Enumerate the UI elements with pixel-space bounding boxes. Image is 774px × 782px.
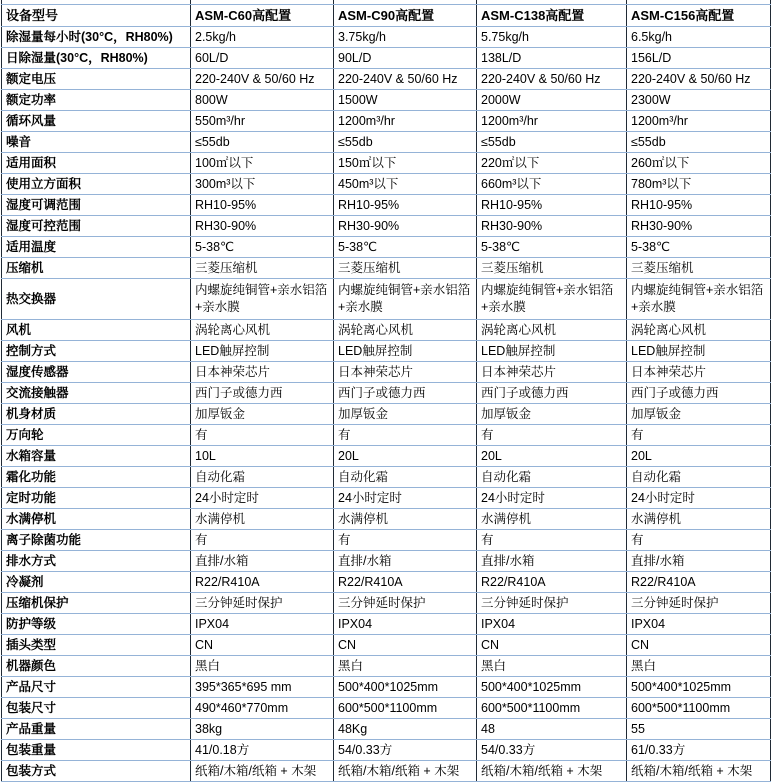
value-cell: 有: [191, 530, 334, 551]
value-cell: 水满停机: [477, 509, 627, 530]
value-cell: IPX04: [627, 614, 771, 635]
value-cell: RH10-95%: [191, 195, 334, 216]
row-label-cell: 压缩机保护: [2, 593, 191, 614]
value-cell: 800W: [191, 90, 334, 111]
table-row: [2, 719, 771, 740]
value-cell: 直排/水箱: [191, 551, 334, 572]
value-cell: 黑白: [191, 656, 334, 677]
value-cell: 有: [477, 425, 627, 446]
table-row: [2, 90, 771, 111]
value-cell: 395*365*695 mm: [191, 677, 334, 698]
value-cell: RH30-90%: [191, 216, 334, 237]
value-cell: RH30-90%: [334, 216, 477, 237]
row-label-cell: 离子除菌功能: [2, 530, 191, 551]
table-row: [2, 740, 771, 761]
value-cell: 61/0.33方: [627, 740, 771, 761]
row-label-cell: 水满停机: [2, 509, 191, 530]
value-cell: 有: [627, 425, 771, 446]
row-label-cell: 机身材质: [2, 404, 191, 425]
value-cell: 三菱压缩机: [191, 258, 334, 279]
value-cell: 5-38℃: [627, 237, 771, 258]
row-label-cell: 适用面积: [2, 153, 191, 174]
value-cell: 三菱压缩机: [477, 258, 627, 279]
header-device-model: 设备型号: [2, 5, 191, 27]
value-cell: 3.75kg/h: [334, 27, 477, 48]
table-row: [2, 341, 771, 362]
value-cell: 加厚钣金: [334, 404, 477, 425]
value-cell: 涡轮离心风机: [191, 320, 334, 341]
table-row: [2, 174, 771, 195]
value-cell: 24小时定时: [191, 488, 334, 509]
value-cell: LED触屏控制: [191, 341, 334, 362]
row-label-cell: 日除湿量(30°C，RH80%): [2, 48, 191, 69]
value-cell: 自动化霜: [191, 467, 334, 488]
table-row: [2, 656, 771, 677]
value-cell: 41/0.18方: [191, 740, 334, 761]
value-cell: 黑白: [627, 656, 771, 677]
table-row: [2, 69, 771, 90]
row-label-cell: 霜化功能: [2, 467, 191, 488]
value-cell: 48Kg: [334, 719, 477, 740]
value-cell: 20L: [627, 446, 771, 467]
table-row: [2, 383, 771, 404]
table-row: [2, 614, 771, 635]
value-cell: 5-38℃: [334, 237, 477, 258]
value-cell: R22/R410A: [627, 572, 771, 593]
value-cell: 220-240V & 50/60 Hz: [334, 69, 477, 90]
value-cell: 220-240V & 50/60 Hz: [191, 69, 334, 90]
table-row: [2, 27, 771, 48]
column-header: ASM-C60高配置: [191, 5, 334, 27]
row-label-cell: 包装尺寸: [2, 698, 191, 719]
header-row: [2, 5, 771, 27]
value-cell: 600*500*1100mm: [334, 698, 477, 719]
value-cell: 加厚钣金: [191, 404, 334, 425]
value-cell: 日本神荣芯片: [627, 362, 771, 383]
table-row: [2, 635, 771, 656]
value-cell: 直排/水箱: [627, 551, 771, 572]
value-cell: 138L/D: [477, 48, 627, 69]
value-cell: 48: [477, 719, 627, 740]
row-label-cell: 使用立方面积: [2, 174, 191, 195]
value-cell: RH10-95%: [477, 195, 627, 216]
table-row: [2, 467, 771, 488]
table-row: [2, 216, 771, 237]
row-label-cell: 冷凝剂: [2, 572, 191, 593]
row-label-cell: 产品重量: [2, 719, 191, 740]
row-label-cell: 湿度传感器: [2, 362, 191, 383]
table-row: [2, 698, 771, 719]
value-cell: ≤55db: [191, 132, 334, 153]
value-cell: 54/0.33方: [477, 740, 627, 761]
row-label-cell: 控制方式: [2, 341, 191, 362]
value-cell: 有: [191, 425, 334, 446]
value-cell: 150㎡以下: [334, 153, 477, 174]
row-label-cell: 包装重量: [2, 740, 191, 761]
value-cell: 20L: [334, 446, 477, 467]
value-cell: 日本神荣芯片: [477, 362, 627, 383]
value-cell: 黑白: [477, 656, 627, 677]
row-label-cell: 热交换器: [2, 279, 191, 320]
row-label-cell: 水箱容量: [2, 446, 191, 467]
value-cell: 直排/水箱: [477, 551, 627, 572]
value-cell: 自动化霜: [334, 467, 477, 488]
value-cell: 自动化霜: [477, 467, 627, 488]
value-cell: 500*400*1025mm: [334, 677, 477, 698]
table-row: [2, 237, 771, 258]
table-row: [2, 761, 771, 782]
table-row: [2, 320, 771, 341]
value-cell: IPX04: [477, 614, 627, 635]
value-cell: 260㎡以下: [627, 153, 771, 174]
value-cell: ≤55db: [627, 132, 771, 153]
table-row: [2, 551, 771, 572]
row-label-cell: 交流接触器: [2, 383, 191, 404]
value-cell: 2000W: [477, 90, 627, 111]
value-cell: CN: [334, 635, 477, 656]
value-cell: 24小时定时: [627, 488, 771, 509]
table-row: [2, 111, 771, 132]
value-cell: 1200m³/hr: [334, 111, 477, 132]
table-row: [2, 677, 771, 698]
row-label-cell: 额定电压: [2, 69, 191, 90]
value-cell: 220-240V & 50/60 Hz: [627, 69, 771, 90]
value-cell: 三菱压缩机: [627, 258, 771, 279]
value-cell: 三菱压缩机: [334, 258, 477, 279]
value-cell: 直排/水箱: [334, 551, 477, 572]
value-cell: 内螺旋纯铜管+亲水铝箔+亲水膜: [191, 279, 334, 320]
row-label-cell: 风机: [2, 320, 191, 341]
row-label-cell: 机器颜色: [2, 656, 191, 677]
row-label-cell: 额定功率: [2, 90, 191, 111]
value-cell: 10L: [191, 446, 334, 467]
value-cell: 纸箱/木箱/纸箱 + 木架: [334, 761, 477, 782]
value-cell: 660m³以下: [477, 174, 627, 195]
row-label-cell: 插头类型: [2, 635, 191, 656]
value-cell: 日本神荣芯片: [334, 362, 477, 383]
value-cell: 500*400*1025mm: [627, 677, 771, 698]
column-header: ASM-C90高配置: [334, 5, 477, 27]
row-label-cell: 湿度可控范围: [2, 216, 191, 237]
value-cell: 490*460*770mm: [191, 698, 334, 719]
value-cell: 6.5kg/h: [627, 27, 771, 48]
value-cell: 24小时定时: [334, 488, 477, 509]
value-cell: LED触屏控制: [477, 341, 627, 362]
value-cell: R22/R410A: [334, 572, 477, 593]
value-cell: 水满停机: [191, 509, 334, 530]
value-cell: ≤55db: [477, 132, 627, 153]
row-label-cell: 产品尺寸: [2, 677, 191, 698]
value-cell: 2300W: [627, 90, 771, 111]
row-label-cell: 压缩机: [2, 258, 191, 279]
table-row: [2, 509, 771, 530]
value-cell: CN: [191, 635, 334, 656]
value-cell: RH10-95%: [334, 195, 477, 216]
value-cell: 有: [477, 530, 627, 551]
spec-table: [1, 0, 771, 782]
value-cell: 加厚钣金: [627, 404, 771, 425]
value-cell: RH30-90%: [627, 216, 771, 237]
value-cell: 西门子或德力西: [334, 383, 477, 404]
value-cell: IPX04: [191, 614, 334, 635]
value-cell: 2.5kg/h: [191, 27, 334, 48]
value-cell: 60L/D: [191, 48, 334, 69]
value-cell: 涡轮离心风机: [627, 320, 771, 341]
column-header: ASM-C156高配置: [627, 5, 771, 27]
value-cell: 西门子或德力西: [191, 383, 334, 404]
table-row: [2, 195, 771, 216]
value-cell: LED触屏控制: [334, 341, 477, 362]
row-label-cell: 除湿量每小时(30°C，RH80%): [2, 27, 191, 48]
row-label-cell: 包装方式: [2, 761, 191, 782]
value-cell: RH30-90%: [477, 216, 627, 237]
value-cell: 纸箱/木箱/纸箱 + 木架: [191, 761, 334, 782]
value-cell: 780m³以下: [627, 174, 771, 195]
value-cell: 涡轮离心风机: [334, 320, 477, 341]
value-cell: 220㎡以下: [477, 153, 627, 174]
column-header: ASM-C138高配置: [477, 5, 627, 27]
value-cell: 有: [334, 425, 477, 446]
value-cell: 1200m³/hr: [477, 111, 627, 132]
row-label-cell: 万向轮: [2, 425, 191, 446]
row-label-cell: 适用温度: [2, 237, 191, 258]
value-cell: 1500W: [334, 90, 477, 111]
value-cell: 156L/D: [627, 48, 771, 69]
value-cell: R22/R410A: [191, 572, 334, 593]
value-cell: 38kg: [191, 719, 334, 740]
value-cell: 黑白: [334, 656, 477, 677]
row-label-cell: 湿度可调范围: [2, 195, 191, 216]
value-cell: LED触屏控制: [627, 341, 771, 362]
row-label-cell: 防护等级: [2, 614, 191, 635]
value-cell: 5-38℃: [191, 237, 334, 258]
value-cell: 55: [627, 719, 771, 740]
table-row: [2, 153, 771, 174]
value-cell: 5.75kg/h: [477, 27, 627, 48]
table-row: [2, 572, 771, 593]
table-row: [2, 48, 771, 69]
table-row: [2, 530, 771, 551]
value-cell: 有: [627, 530, 771, 551]
value-cell: RH10-95%: [627, 195, 771, 216]
table-row: [2, 279, 771, 320]
value-cell: 300m³以下: [191, 174, 334, 195]
value-cell: CN: [477, 635, 627, 656]
value-cell: 54/0.33方: [334, 740, 477, 761]
row-label-cell: 噪音: [2, 132, 191, 153]
value-cell: 1200m³/hr: [627, 111, 771, 132]
table-row: [2, 446, 771, 467]
value-cell: 加厚钣金: [477, 404, 627, 425]
table-row: [2, 593, 771, 614]
value-cell: 水满停机: [334, 509, 477, 530]
value-cell: 日本神荣芯片: [191, 362, 334, 383]
value-cell: 内螺旋纯铜管+亲水铝箔+亲水膜: [334, 279, 477, 320]
value-cell: 500*400*1025mm: [477, 677, 627, 698]
value-cell: 24小时定时: [477, 488, 627, 509]
value-cell: 600*500*1100mm: [627, 698, 771, 719]
value-cell: R22/R410A: [477, 572, 627, 593]
value-cell: 三分钟延时保护: [191, 593, 334, 614]
value-cell: 三分钟延时保护: [477, 593, 627, 614]
value-cell: 5-38℃: [477, 237, 627, 258]
value-cell: 涡轮离心风机: [477, 320, 627, 341]
value-cell: IPX04: [334, 614, 477, 635]
table-row: [2, 404, 771, 425]
table-row: [2, 132, 771, 153]
table-row: [2, 362, 771, 383]
value-cell: 220-240V & 50/60 Hz: [477, 69, 627, 90]
value-cell: 100㎡以下: [191, 153, 334, 174]
value-cell: 550m³/hr: [191, 111, 334, 132]
value-cell: 20L: [477, 446, 627, 467]
table-row: [2, 488, 771, 509]
table-row: [2, 258, 771, 279]
value-cell: CN: [627, 635, 771, 656]
table-row: [2, 425, 771, 446]
value-cell: 450m³以下: [334, 174, 477, 195]
value-cell: ≤55db: [334, 132, 477, 153]
row-label-cell: 定时功能: [2, 488, 191, 509]
value-cell: 纸箱/木箱/纸箱 + 木架: [477, 761, 627, 782]
value-cell: 西门子或德力西: [477, 383, 627, 404]
value-cell: 水满停机: [627, 509, 771, 530]
value-cell: 有: [334, 530, 477, 551]
value-cell: 600*500*1100mm: [477, 698, 627, 719]
value-cell: 纸箱/木箱/纸箱 + 木架: [627, 761, 771, 782]
value-cell: 自动化霜: [627, 467, 771, 488]
value-cell: 内螺旋纯铜管+亲水铝箔+亲水膜: [477, 279, 627, 320]
row-label-cell: 排水方式: [2, 551, 191, 572]
value-cell: 三分钟延时保护: [334, 593, 477, 614]
value-cell: 西门子或德力西: [627, 383, 771, 404]
value-cell: 三分钟延时保护: [627, 593, 771, 614]
value-cell: 90L/D: [334, 48, 477, 69]
row-label-cell: 循环风量: [2, 111, 191, 132]
value-cell: 内螺旋纯铜管+亲水铝箔+亲水膜: [627, 279, 771, 320]
